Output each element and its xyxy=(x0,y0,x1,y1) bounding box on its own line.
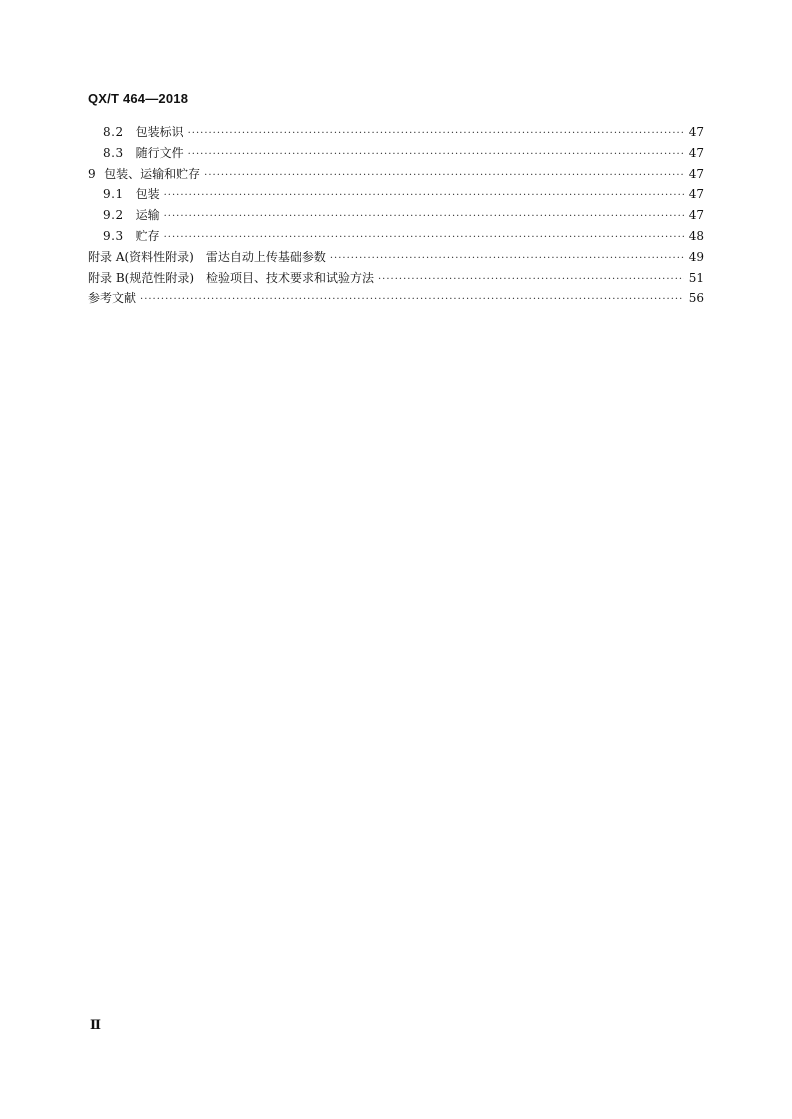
toc-entry-page: 47 xyxy=(688,187,704,202)
toc-entry-number: 8.2 xyxy=(103,125,124,139)
toc-entry-number: 9 xyxy=(88,166,97,181)
toc-entry-page: 47 xyxy=(688,145,704,160)
toc-entry-number: 9.1 xyxy=(103,187,124,202)
page-number-roman: Ⅱ xyxy=(90,1018,101,1033)
toc-leader-dots xyxy=(188,149,684,160)
toc-entry-8-3[interactable] xyxy=(88,144,704,165)
toc-entry-title: 包装、运输和贮存 xyxy=(104,166,201,181)
toc-entry-number: 9.2 xyxy=(103,208,124,223)
toc-entry-page: 47 xyxy=(688,208,704,223)
toc-entry-9-1[interactable] xyxy=(88,185,704,206)
toc-entry-title: 附录 A(资料性附录) 雷达自动上传基础参数 xyxy=(88,249,326,264)
toc-entry-title: 贮存 xyxy=(135,228,160,243)
toc-leader-dots xyxy=(204,170,684,181)
toc-entry-page: 48 xyxy=(688,228,704,243)
toc-entry-title: 附录 B(规范性附录) 检验项目、技术要求和试验方法 xyxy=(88,270,374,285)
toc-entry-page: 47 xyxy=(688,166,704,181)
toc-entry-title: 参考文献 xyxy=(88,291,137,306)
toc-leader-dots xyxy=(164,190,684,201)
toc-entry-references[interactable] xyxy=(88,289,704,310)
toc-entry-title: 随行文件 xyxy=(135,145,184,160)
toc-entry-appendix-b[interactable] xyxy=(88,269,704,290)
toc-entry-9-3[interactable] xyxy=(88,227,704,248)
toc-leader-dots xyxy=(330,253,684,264)
toc-entry-number: 8.3 xyxy=(103,145,124,160)
toc-entry-page: 49 xyxy=(688,249,704,264)
document-code-header: QX/T 464—2018 xyxy=(88,91,189,106)
toc-leader-dots xyxy=(164,232,684,243)
table-of-contents xyxy=(88,123,704,310)
toc-leader-dots xyxy=(140,294,684,305)
toc-entry-title: 包装标识 xyxy=(135,125,184,139)
toc-entry-page: 47 xyxy=(688,125,704,139)
toc-entry-8-2[interactable] xyxy=(88,123,704,144)
toc-entry-title: 运输 xyxy=(135,208,160,223)
toc-entry-9[interactable] xyxy=(88,165,704,186)
toc-entry-9-2[interactable] xyxy=(88,206,704,227)
toc-leader-dots xyxy=(188,128,684,139)
toc-entry-page: 51 xyxy=(688,270,704,285)
toc-entry-page: 56 xyxy=(688,291,704,306)
toc-leader-dots xyxy=(378,274,684,285)
toc-entry-appendix-a[interactable] xyxy=(88,248,704,269)
toc-entry-title: 包装 xyxy=(135,187,160,202)
toc-entry-number: 9.3 xyxy=(103,228,124,243)
toc-leader-dots xyxy=(164,211,684,222)
